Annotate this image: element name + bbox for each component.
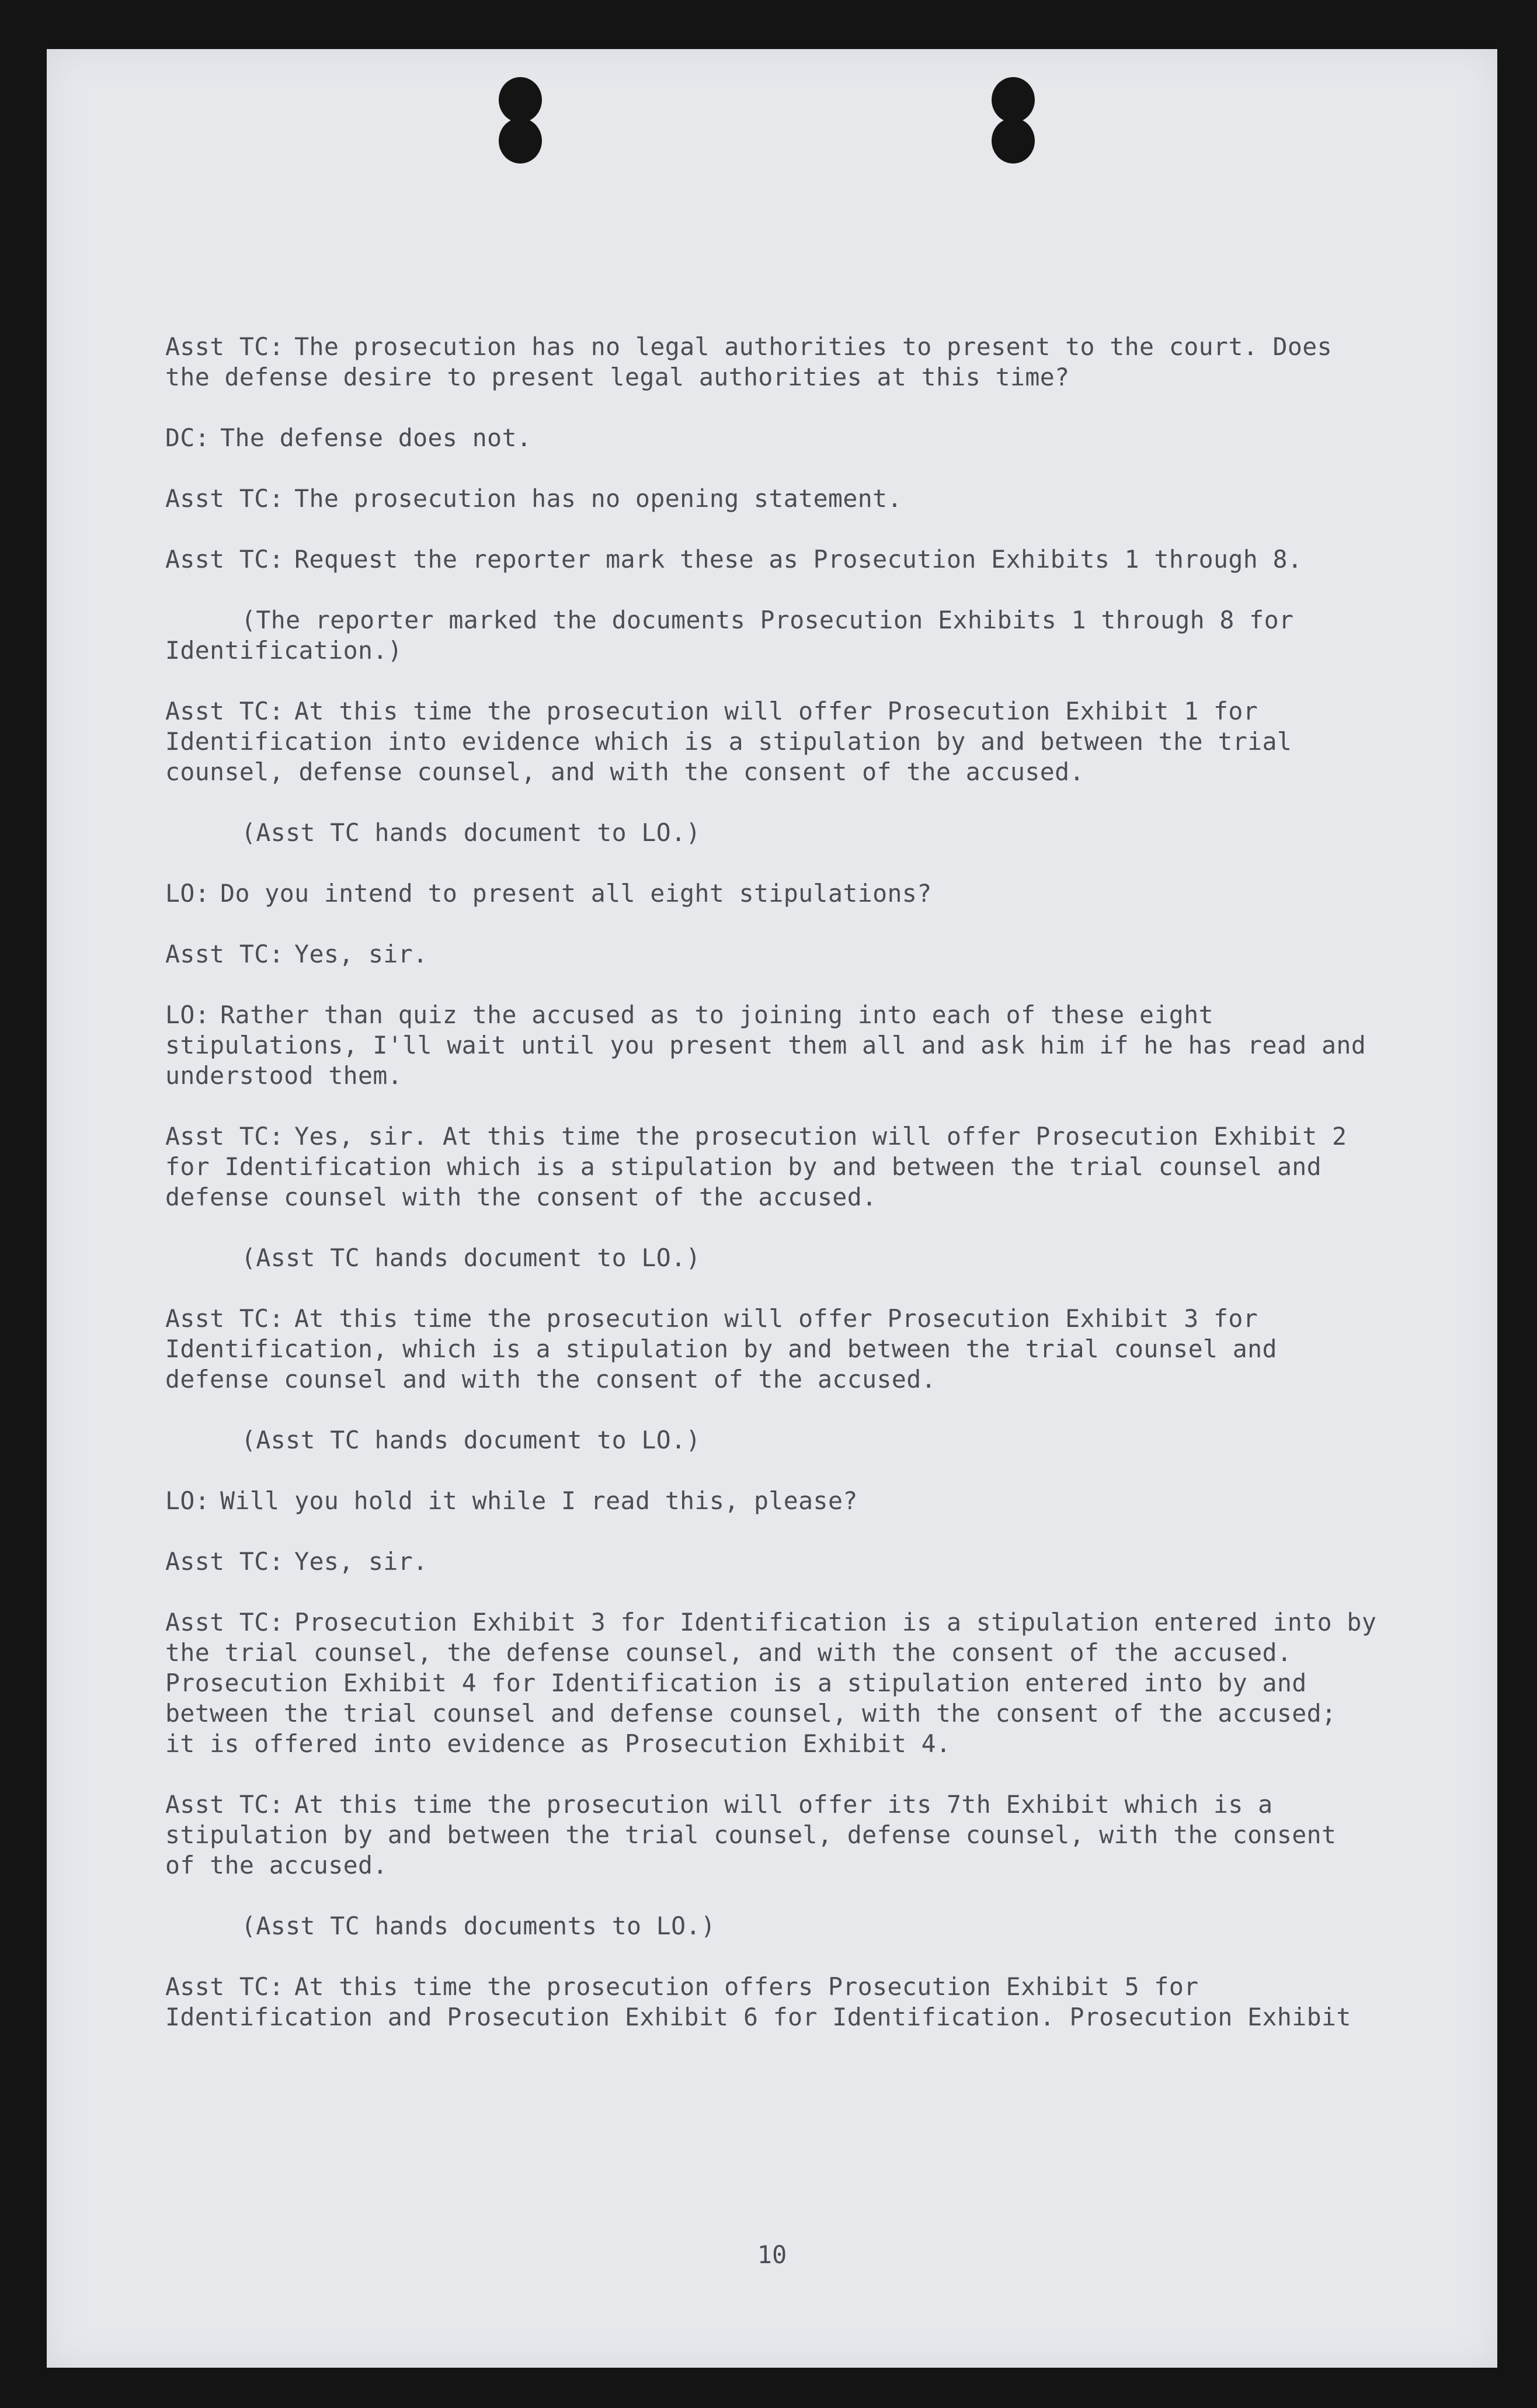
paragraph-text: At this time the prosecution will offer Prosecution Exhibit 3 for Identification, which is a stipulation by and between the trial counsel and defense counsel and with the consent of the accused. xyxy=(165,1304,1292,1394)
paragraph-text: The prosecution has no legal authorities to present to the court. Does the defense desire to present legal authorities at this time? xyxy=(165,332,1347,391)
paragraph-text: Request the reporter mark these as Prosecution Exhibits 1 through 8. xyxy=(294,545,1303,574)
speaker-label: Asst TC: xyxy=(165,940,284,968)
paragraph-11 xyxy=(165,1121,1380,1212)
paragraph-2 xyxy=(165,423,1380,453)
stage-direction: (Asst TC hands document to LO.) xyxy=(241,1243,701,1272)
paragraph-13 xyxy=(165,1304,1380,1395)
speaker-label: Asst TC: xyxy=(165,332,284,361)
paragraph-text: Do you intend to present all eight stipulations? xyxy=(220,879,932,908)
paragraph-text: Prosecution Exhibit 3 for Identification is a stipulation entered into by the trial counsel, the defense counsel, and with the consent of the accused. Prosecution Exhibit 4 for Identification is a stipulation entered into by and between the trial counsel and defense counsel, with the consent of the accused; it is offered into evidence as Prosecution Exhibit 4. xyxy=(165,1608,1392,1758)
paragraph-text: Yes, sir. xyxy=(294,1547,428,1576)
paragraph-14 xyxy=(165,1425,1380,1455)
paragraph-5 xyxy=(165,605,1380,666)
speaker-label: Asst TC: xyxy=(165,1608,284,1636)
paragraph-text: The prosecution has no opening statement. xyxy=(294,484,902,513)
paragraph-text: The defense does not. xyxy=(220,423,532,452)
stage-direction: (Asst TC hands document to LO.) xyxy=(241,1426,701,1454)
paragraph-15 xyxy=(165,1486,1380,1516)
speaker-label: Asst TC: xyxy=(165,1547,284,1576)
paragraph-7 xyxy=(165,818,1380,848)
paragraph-3 xyxy=(165,484,1380,514)
paragraph-text: At this time the prosecution will offer Prosecution Exhibit 1 for Identification into evidence which is a stipulation by and between the trial counsel, defense counsel, and with the consent of the accused. xyxy=(165,697,1307,786)
speaker-label: Asst TC: xyxy=(165,1790,284,1819)
paragraph-text: Yes, sir. At this time the prosecution will offer Prosecution Exhibit 2 for Identification which is a stipulation by and between the trial counsel and defense counsel with the consent of the accused. xyxy=(165,1122,1362,1211)
speaker-label: LO: xyxy=(165,1486,210,1515)
paragraph-9 xyxy=(165,939,1380,970)
speaker-label: LO: xyxy=(165,1000,210,1029)
paragraph-4 xyxy=(165,544,1380,575)
paragraph-16 xyxy=(165,1547,1380,1577)
page-number: 10 xyxy=(757,2240,787,2269)
paragraph-text: Yes, sir. xyxy=(294,940,428,968)
stage-direction: (Asst TC hands documents to LO.) xyxy=(241,1912,716,1940)
paragraph-6 xyxy=(165,696,1380,787)
speaker-label: Asst TC: xyxy=(165,697,284,725)
speaker-label: DC: xyxy=(165,423,210,452)
paragraph-text: Rather than quiz the accused as to joining into each of these eight stipulations, I'll wait until you present them all and ask him if he has read and understood them. xyxy=(165,1000,1381,1090)
paragraph-8 xyxy=(165,878,1380,909)
punch-hole-left xyxy=(499,77,542,164)
paragraph-17 xyxy=(165,1607,1392,1759)
paragraph-18 xyxy=(165,1790,1380,1881)
speaker-label: Asst TC: xyxy=(165,1304,284,1333)
paragraph-1 xyxy=(165,332,1380,392)
transcript-body xyxy=(165,332,1392,2063)
speaker-label: Asst TC: xyxy=(165,484,284,513)
punch-hole-right xyxy=(992,77,1035,164)
stage-direction: (The reporter marked the documents Prosecution Exhibits 1 through 8 for Identification.) xyxy=(165,606,1309,665)
stage-direction: (Asst TC hands document to LO.) xyxy=(241,818,701,847)
paragraph-10 xyxy=(165,1000,1380,1091)
speaker-label: Asst TC: xyxy=(165,1972,284,2001)
paragraph-text: At this time the prosecution offers Prosecution Exhibit 5 for Identification and Prosecution Exhibit 6 for Identification. Prosecution Exhibit xyxy=(165,1972,1351,2031)
speaker-label: LO: xyxy=(165,879,210,908)
paragraph-12 xyxy=(165,1243,1380,1273)
speaker-label: Asst TC: xyxy=(165,545,284,574)
paragraph-20 xyxy=(165,1972,1380,2032)
paragraph-19 xyxy=(165,1911,1380,1941)
paragraph-text: At this time the prosecution will offer its 7th Exhibit which is a stipulation by and between the trial counsel, defense counsel, with the consent of the accused. xyxy=(165,1790,1351,1879)
speaker-label: Asst TC: xyxy=(165,1122,284,1151)
paragraph-text: Will you hold it while I read this, please? xyxy=(220,1486,858,1515)
